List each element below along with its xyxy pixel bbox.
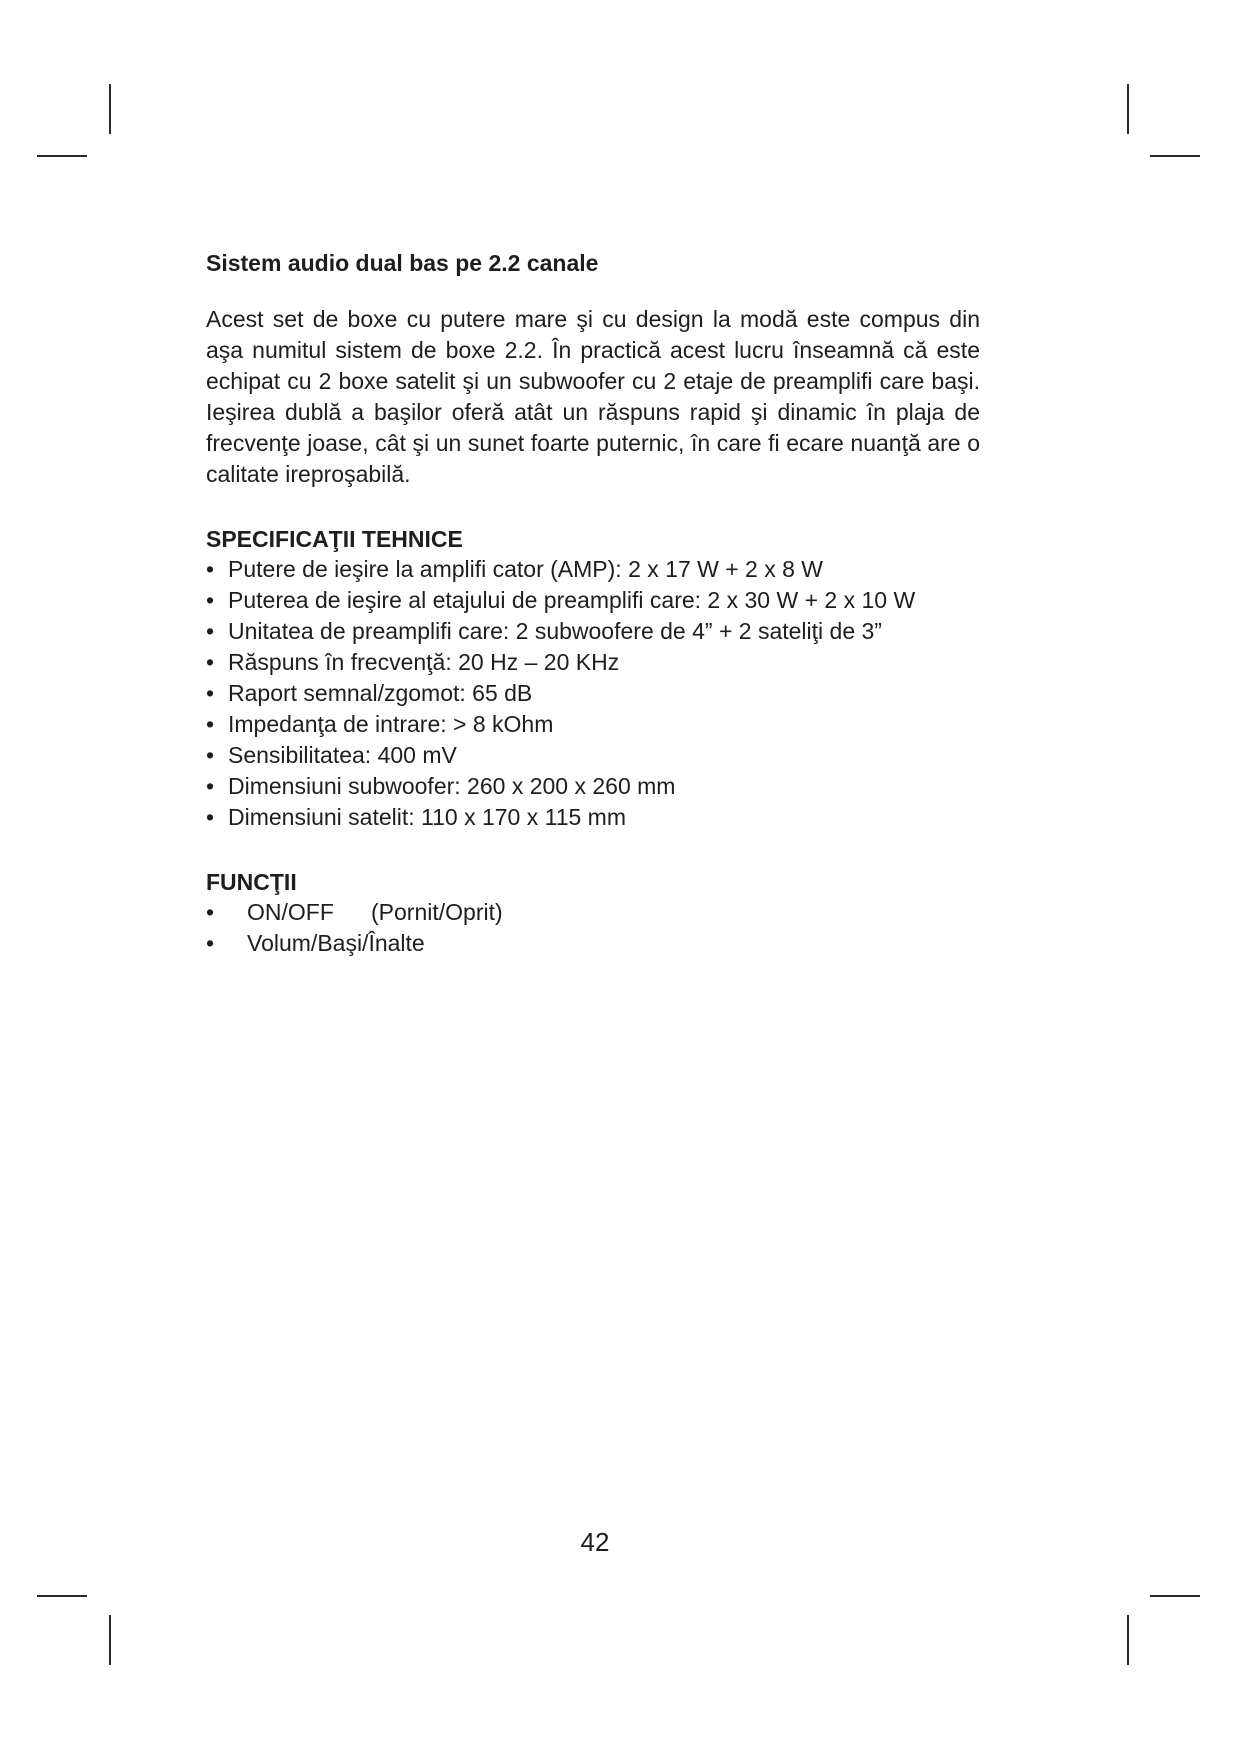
spec-item: • Unitatea de preamplifi care: 2 subwoofere de 4” + 2 sateliţi de 3”	[206, 616, 980, 647]
crop-mark-bottom-right-horizontal	[1150, 1595, 1200, 1597]
crop-mark-top-left-vertical	[109, 84, 111, 134]
crop-mark-top-left-horizontal	[37, 155, 87, 157]
spec-item: • Dimensiuni subwoofer: 260 x 200 x 260 mm	[206, 771, 980, 802]
functions-heading: FUNCŢII	[206, 869, 297, 895]
page-number: 42	[580, 1527, 610, 1557]
function-item	[206, 897, 980, 928]
spec-item: • Impedanţa de intrare: > 8 kOhm	[206, 709, 980, 740]
spec-item: • Sensibilitatea: 400 mV	[206, 740, 980, 771]
function-description: (Pornit/Oprit)	[371, 899, 503, 925]
document-title: Sistem audio dual bas pe 2.2 canale	[206, 250, 599, 276]
spec-item: • Puterea de ieşire al etajului de preamplifi care: 2 x 30 W + 2 x 10 W	[206, 585, 980, 616]
crop-mark-top-right-vertical	[1127, 84, 1129, 134]
function-item	[206, 928, 980, 959]
intro-paragraph: Acest set de boxe cu putere mare şi cu design la modă este compus din aşa numitul sistem de boxe 2.2. În practică acest lucru înseamnă că este echipat cu 2 boxe satelit şi un subwoofer cu 2 etaje de preamplifi care başi. Ieşirea dublă a başilor oferă atât un răspuns rapid şi dinamic în plaja de frecvenţe joase, cât şi un sunet foarte puternic, în care fi ecare nuanţă are o calitate ireproşabilă.	[206, 306, 980, 487]
crop-mark-top-right-horizontal	[1150, 155, 1200, 157]
spec-item: • Răspuns în frecvenţă: 20 Hz – 20 KHz	[206, 647, 980, 678]
specs-list	[206, 554, 980, 833]
function-name: ON/OFF	[247, 899, 334, 925]
crop-mark-bottom-right-vertical	[1127, 1615, 1129, 1665]
functions-list	[206, 897, 980, 959]
spec-item: • Dimensiuni satelit: 110 x 170 x 115 mm	[206, 802, 980, 833]
crop-mark-bottom-left-horizontal	[37, 1595, 87, 1597]
spec-item: • Putere de ieşire la amplifi cator (AMP): 2 x 17 W + 2 x 8 W	[206, 554, 980, 585]
spec-item: • Raport semnal/zgomot: 65 dB	[206, 678, 980, 709]
specs-heading: SPECIFICAŢII TEHNICE	[206, 526, 463, 552]
crop-mark-bottom-left-vertical	[109, 1615, 111, 1665]
document-body	[206, 248, 980, 959]
function-name: Volum/Başi/Înalte	[247, 930, 425, 956]
